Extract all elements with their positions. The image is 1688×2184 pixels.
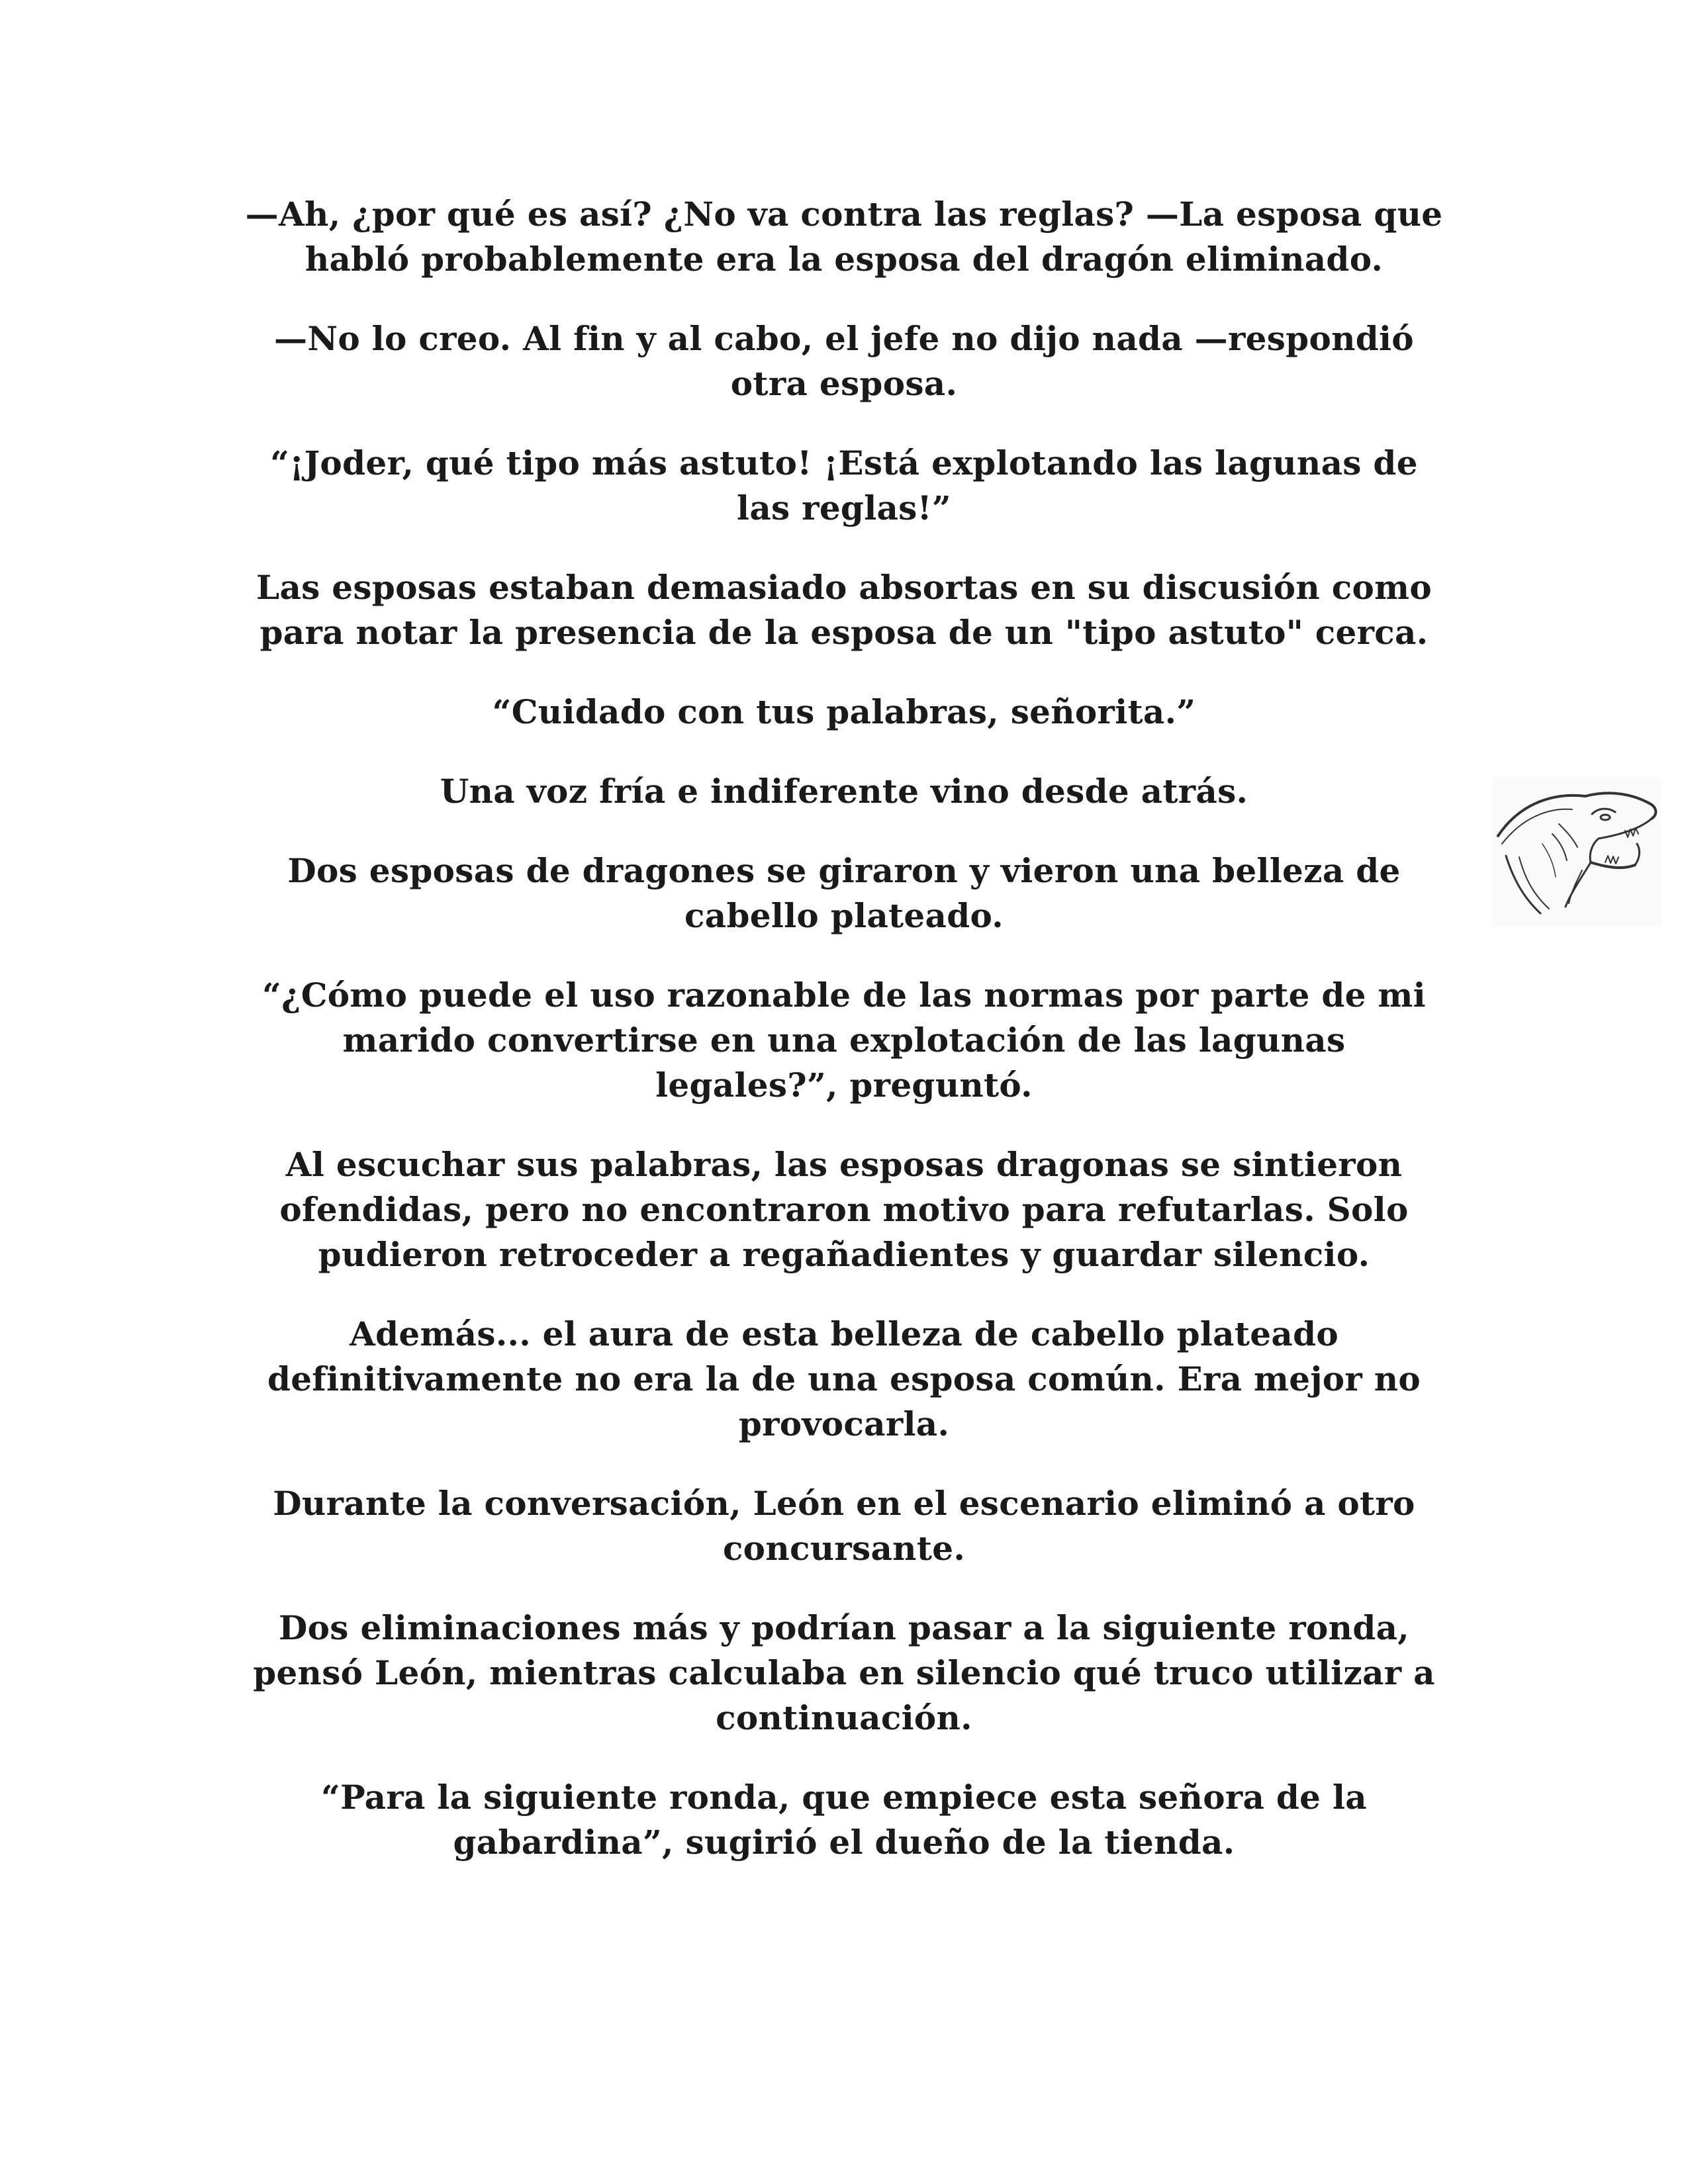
text-line: —No lo creo. Al fin y al cabo, el jefe no dijo nada —respondió: [274, 319, 1414, 358]
text-line: “¿Cómo puede el uso razonable de las normas por parte de mi: [262, 976, 1426, 1015]
text-line: Dos esposas de dragones se giraron y vieron una belleza de: [287, 851, 1401, 890]
paragraph: [225, 441, 1463, 531]
paragraph: [225, 565, 1463, 655]
paragraph: [225, 848, 1463, 938]
paragraph: [225, 690, 1463, 735]
text-line: “Para la siguiente ronda, que empiece esta señora de la: [321, 1778, 1367, 1817]
text-line: habló probablemente era la esposa del dragón eliminado.: [305, 240, 1383, 279]
text-line: Dos eliminaciones más y podrían pasar a la siguiente ronda,: [278, 1608, 1409, 1647]
text-line: Las esposas estaban demasiado absortas en su discusión como: [256, 568, 1432, 607]
text-line: pensó León, mientras calculaba en silencio qué truco utilizar a: [253, 1653, 1435, 1692]
text-line: “Cuidado con tus palabras, señorita.”: [492, 692, 1196, 731]
text-line: cabello plateado.: [684, 896, 1004, 935]
text-line: marido convertirse en una explotación de las lagunas: [342, 1021, 1346, 1060]
paragraph: [225, 1312, 1463, 1447]
paragraph: [225, 769, 1463, 814]
paragraph: [225, 1142, 1463, 1277]
text-line: otra esposa.: [730, 364, 958, 403]
text-line: continuación.: [716, 1698, 972, 1737]
dinosaur-head-sketch-icon: [1493, 778, 1662, 927]
text-line: Durante la conversación, León en el escenario eliminó a otro: [273, 1484, 1415, 1523]
text-line: ofendidas, pero no encontraron motivo para refutarlas. Solo: [279, 1190, 1409, 1229]
text-line: provocarla.: [738, 1404, 950, 1443]
paragraph: [225, 316, 1463, 406]
text-line: gabardina”, sugirió el dueño de la tienda.: [453, 1823, 1235, 1862]
text-line: legales?”, preguntó.: [655, 1066, 1033, 1105]
text-line: Además... el aura de esta belleza de cabello plateado: [350, 1314, 1338, 1353]
text-line: definitivamente no era la de una esposa común. Era mejor no: [267, 1359, 1421, 1398]
text-line: concursante.: [722, 1529, 966, 1568]
text-line: para notar la presencia de la esposa de un "tipo astuto" cerca.: [259, 613, 1429, 652]
paragraph: [225, 192, 1463, 282]
text-line: las reglas!”: [737, 488, 951, 527]
text-line: Una voz fría e indiferente vino desde atrás.: [440, 772, 1248, 811]
text-line: Al escuchar sus palabras, las esposas dragonas se sintieron: [285, 1145, 1403, 1184]
paragraph: [225, 1481, 1463, 1571]
text-line: “¡Joder, qué tipo más astuto! ¡Está explotando las lagunas de: [270, 443, 1418, 482]
text-line: —Ah, ¿por qué es así? ¿No va contra las reglas? —La esposa que: [245, 195, 1443, 234]
body-text: [225, 192, 1463, 1899]
paragraph: [225, 1606, 1463, 1741]
paragraph: [225, 973, 1463, 1108]
text-line: pudieron retroceder a regañadientes y guardar silencio.: [318, 1235, 1370, 1274]
paragraph: [225, 1775, 1463, 1865]
